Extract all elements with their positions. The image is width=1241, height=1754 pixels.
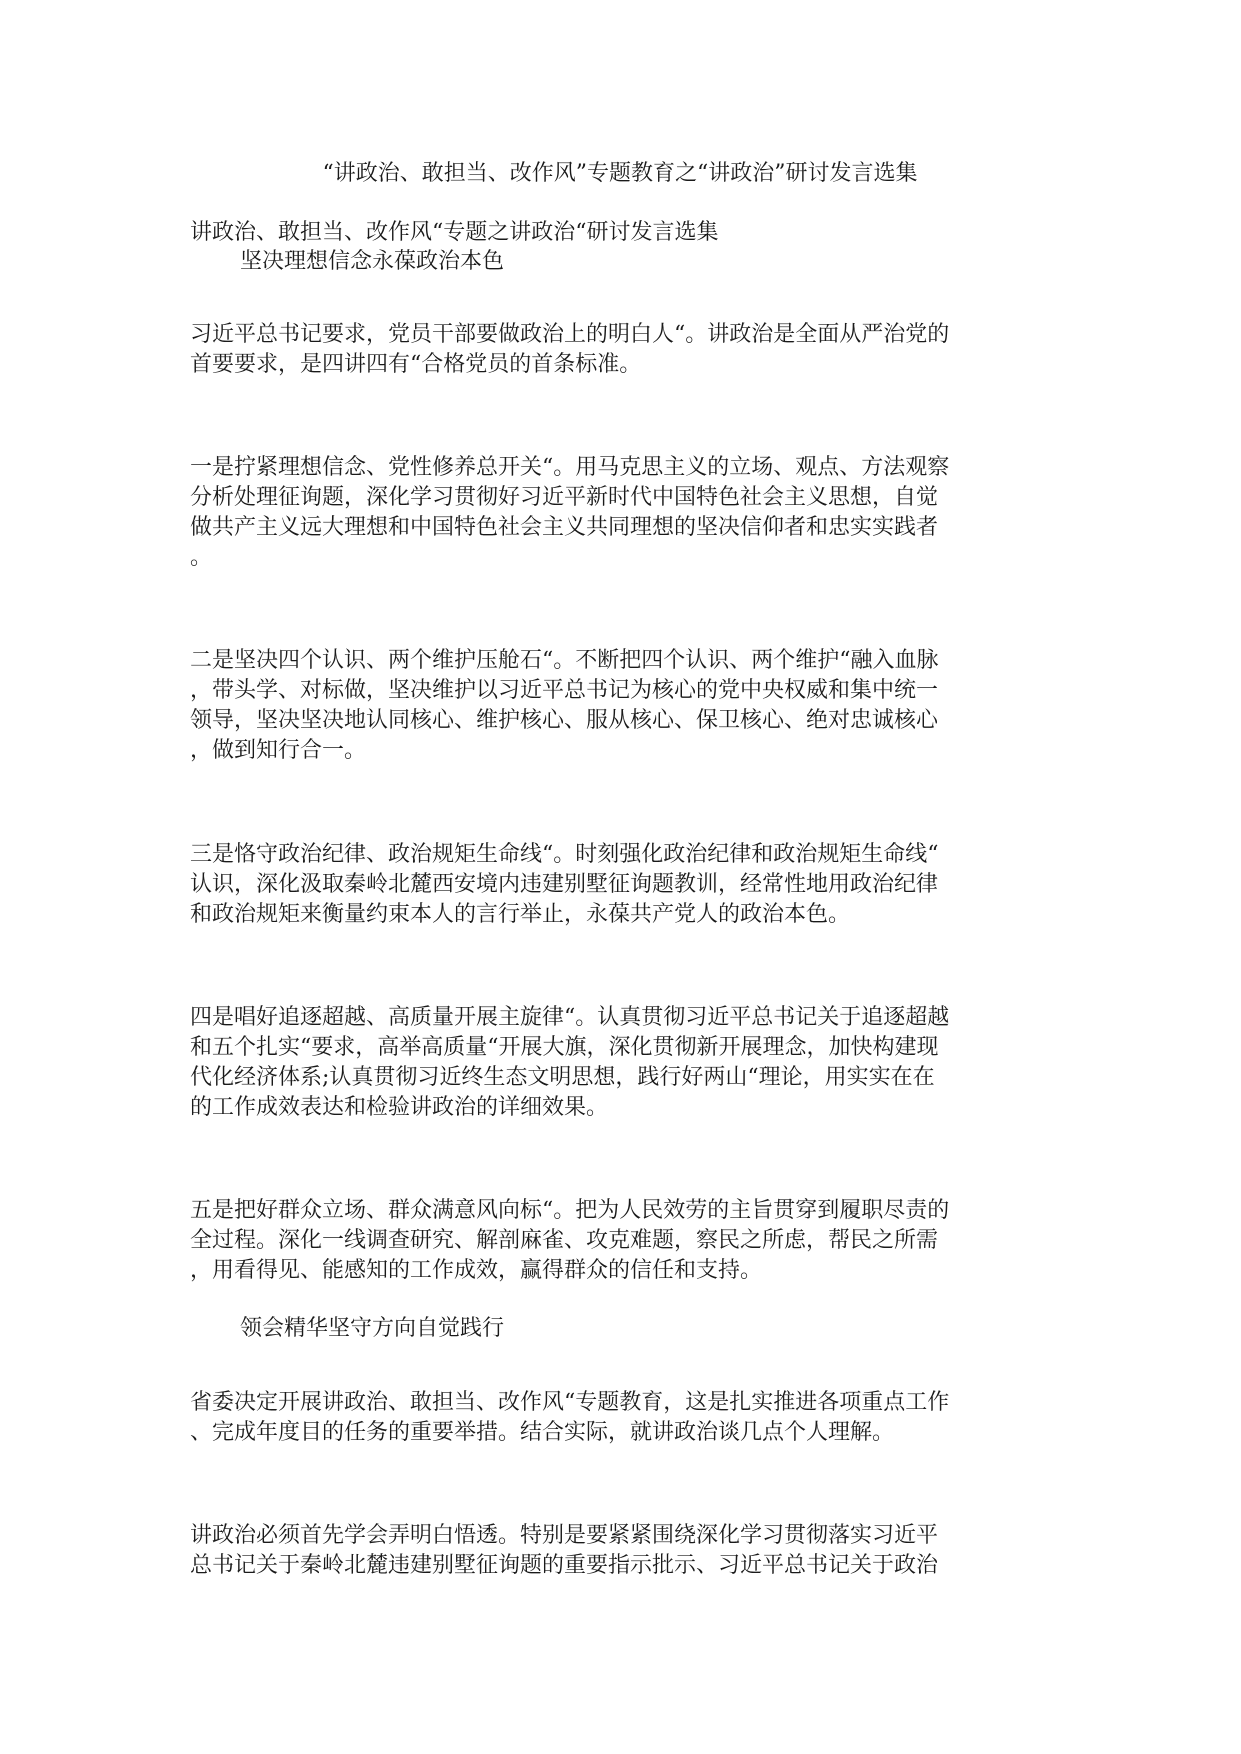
paragraph-line: 四是唱好追逐超越、高质量开展主旋律“。认真贯彻习近平总书记关于追逐超越 <box>190 1005 950 1030</box>
paragraph-line: 分析处理征询题，深化学习贯彻好习近平新时代中国特色社会主义思想，自觉 <box>190 485 939 510</box>
paragraph-line: 和政治规矩来衡量约束本人的言行举止，永葆共产党人的政治本色。 <box>190 902 851 927</box>
paragraph-line: 领导，坚决坚决地认同核心、维护核心、服从核心、保卫核心、绝对忠诚核心 <box>190 708 939 733</box>
paragraph-line: 代化经济体系;认真贯彻习近终生态文明思想，践行好两山“理论，用实实在在 <box>190 1065 935 1090</box>
paragraph-line: 习近平总书记要求，党员干部要做政治上的明白人“。讲政治是全面从严治党的 <box>190 322 950 347</box>
paragraph-line: 认识，深化汲取秦岭北麓西安境内违建别墅征询题教训，经常性地用政治纪律 <box>190 872 939 897</box>
document-title: “讲政治、敢担当、改作风”专题教育之“讲政治”研讨发言选集 <box>322 161 918 186</box>
paragraph-line: 二是坚决四个认识、两个维护压舱石“。不断把四个认识、两个维护“融入血脉 <box>190 648 939 673</box>
subtitle-line: 讲政治、敢担当、改作风“专题之讲政治“研讨发言选集 <box>190 220 719 245</box>
paragraph-line: 讲政治必须首先学会弄明白悟透。特别是要紧紧围绕深化学习贯彻落实习近平 <box>190 1523 939 1548</box>
paragraph-line: 做共产主义远大理想和中国特色社会主义共同理想的坚决信仰者和忠实实践者 <box>190 515 939 540</box>
paragraph-line: 省委决定开展讲政治、敢担当、改作风“专题教育，这是扎实推进各项重点工作 <box>190 1390 950 1415</box>
paragraph-line: ，用看得见、能感知的工作成效，赢得群众的信任和支持。 <box>190 1258 763 1283</box>
paragraph-line: 全过程。深化一线调查研究、解剖麻雀、攻克难题，察民之所虑，帮民之所需 <box>190 1228 939 1253</box>
paragraph-line: 。 <box>190 545 213 570</box>
paragraph-line: ，做到知行合一。 <box>190 738 367 763</box>
paragraph-line: 三是恪守政治纪律、政治规矩生命线“。时刻强化政治纪律和政治规矩生命线“ <box>190 842 939 867</box>
paragraph-line: 和五个扎实“要求，高举高质量“开展大旗，深化贯彻新开展理念，加快构建现 <box>190 1035 939 1060</box>
paragraph-line: 一是拧紧理想信念、党性修养总开关“。用马克思主义的立场、观点、方法观察 <box>190 455 950 480</box>
section-heading: 坚决理想信念永葆政治本色 <box>240 249 505 274</box>
paragraph-line: ，带头学、对标做，坚决维护以习近平总书记为核心的党中央权威和集中统一 <box>190 678 939 703</box>
paragraph-line: 总书记关于秦岭北麓违建别墅征询题的重要指示批示、习近平总书记关于政治 <box>190 1553 939 1578</box>
paragraph-line: 首要要求，是四讲四有“合格党员的首条标准。 <box>190 352 642 377</box>
paragraph-line: 、完成年度目的任务的重要举措。结合实际，就讲政治谈几点个人理解。 <box>190 1420 895 1445</box>
paragraph-line: 的工作成效表达和检验讲政治的详细效果。 <box>190 1095 609 1120</box>
paragraph-line: 五是把好群众立场、群众满意风向标“。把为人民效劳的主旨贯穿到履职尽责的 <box>190 1198 950 1223</box>
section-heading: 领会精华坚守方向自觉践行 <box>240 1316 505 1341</box>
